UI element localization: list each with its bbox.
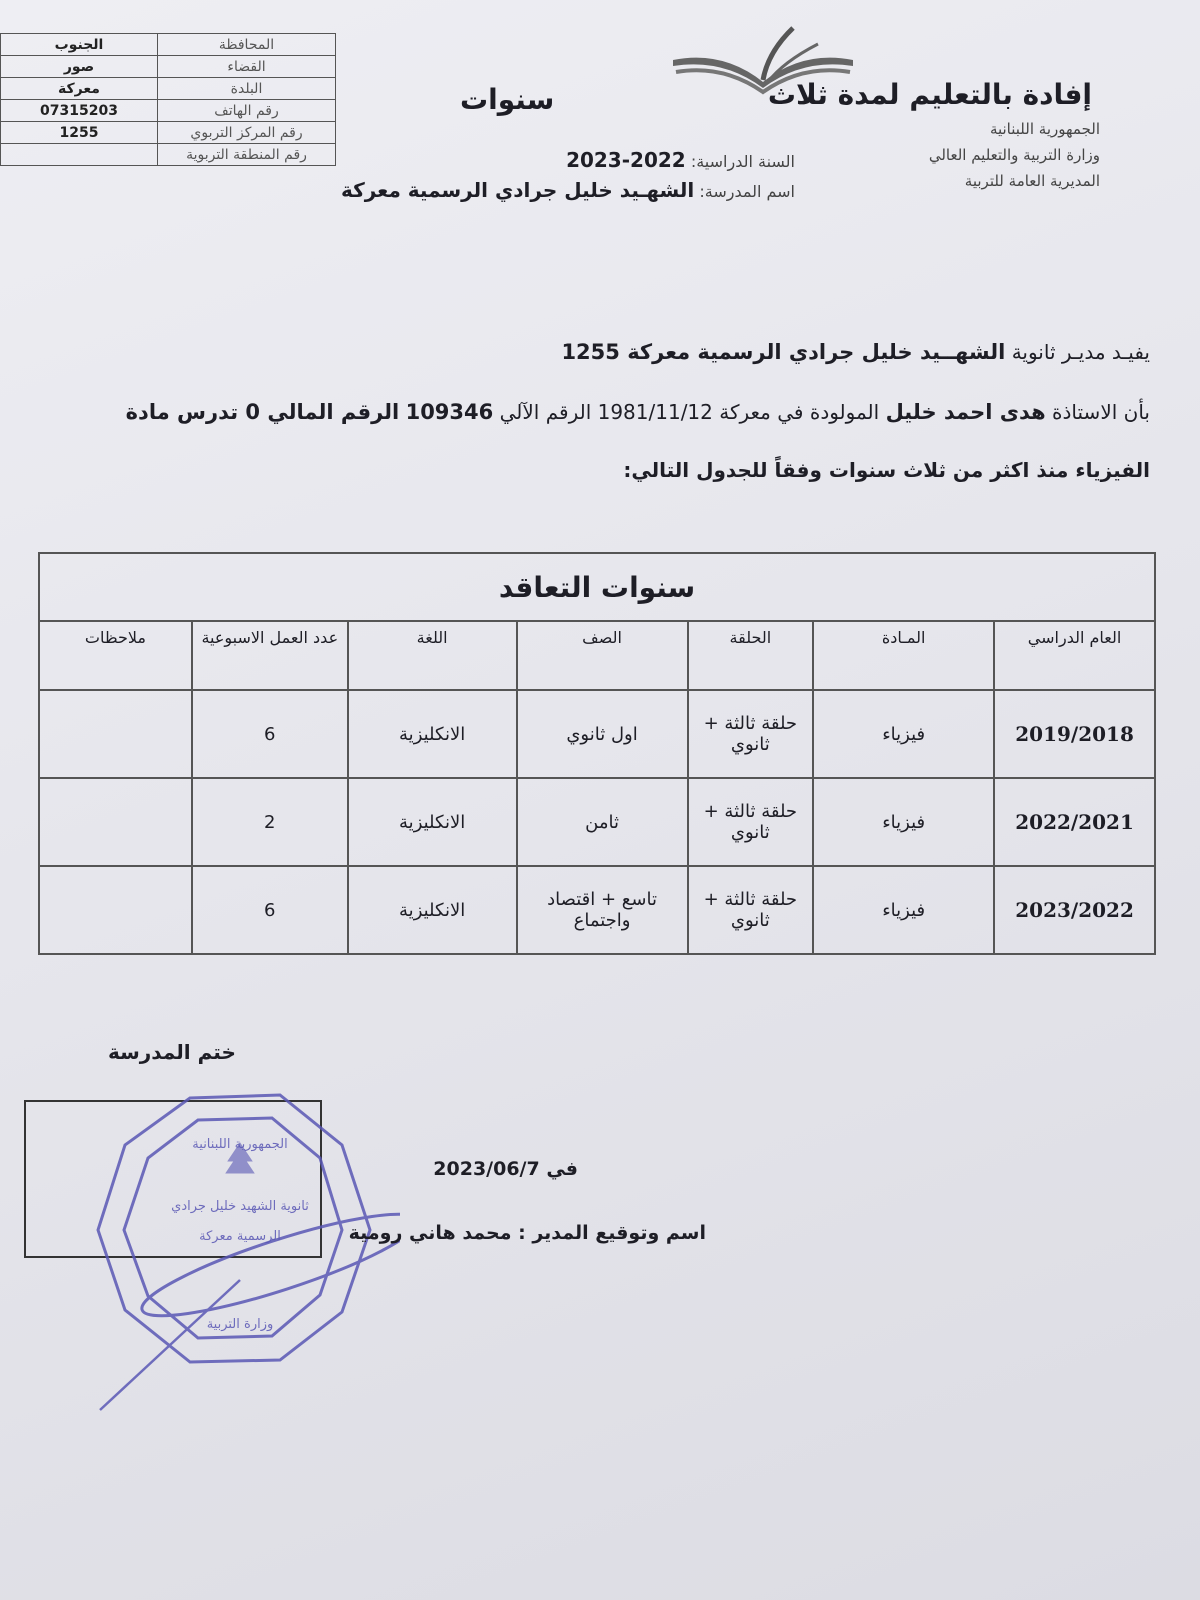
info-value: معركة	[1, 78, 158, 100]
table-caption-row	[39, 553, 1155, 621]
auto-number-label: الرقم الآلي	[499, 400, 592, 424]
document-title-continued: سنوات	[460, 83, 555, 116]
table-row	[39, 778, 1155, 866]
school-name-bold: الشهــيد خليل جرادي الرسمية معركة 1255	[561, 340, 1006, 364]
teacher-intro-text: بأن الاستاذة	[1052, 400, 1150, 424]
school-name-value: الشهـيد خليل جرادي الرسمية معركة	[340, 178, 695, 202]
cell-language: الانكليزية	[348, 690, 517, 778]
info-value: الجنوب	[1, 34, 158, 56]
table-row	[39, 690, 1155, 778]
school-info-table	[0, 33, 336, 166]
header-class: الصف	[517, 621, 688, 690]
birthplace-text: المولودة في معركة	[719, 400, 880, 424]
birth-date: 1981/11/12	[597, 400, 713, 424]
stamp-text: الرسمية معركة	[199, 1229, 281, 1244]
issue-date: في 2023/06/7	[433, 1158, 578, 1180]
header-year: العام الدراسي	[994, 621, 1155, 690]
table-row	[39, 866, 1155, 954]
table-caption: سنوات التعاقد	[39, 553, 1155, 621]
header-weekly-hours: عدد العمل الاسبوعية	[192, 621, 348, 690]
cell-subject: فيزياء	[813, 866, 994, 954]
ministry-line: المديرية العامة للتربية	[964, 172, 1100, 190]
cell-language: الانكليزية	[348, 778, 517, 866]
info-row	[1, 34, 336, 56]
table-header-row	[39, 621, 1155, 690]
cell-notes	[39, 866, 192, 954]
certificate-line-1	[561, 340, 1150, 364]
principal-signature-line: اسم وتوقيع المدير : محمد هاني رومية	[348, 1222, 706, 1244]
cell-class: تاسع + اقتصاد واجتماع	[517, 866, 688, 954]
info-label: البلدة	[158, 78, 336, 100]
teacher-name: هدى احمد خليل	[885, 400, 1046, 424]
cell-weekly-hours: 6	[192, 866, 348, 954]
financial-number-text: الرقم المالي 0 تدرس مادة	[125, 400, 400, 424]
info-value	[1, 144, 158, 166]
cell-year: 2022/2021	[994, 778, 1155, 866]
cell-cycle: حلقة ثالثة + ثانوي	[688, 690, 814, 778]
cell-notes	[39, 690, 192, 778]
info-value: 07315203	[1, 100, 158, 122]
certificate-line-3: الفيزياء منذ اكثر من ثلاث سنوات وفقاً للجدول التالي:	[623, 458, 1150, 482]
certificate-line-2	[126, 400, 1150, 424]
info-label: المحافظة	[158, 34, 336, 56]
school-year-value: 2022-2023	[566, 148, 686, 172]
info-value: صور	[1, 56, 158, 78]
info-label: رقم المنطقة التربوية	[158, 144, 336, 166]
contract-years-table	[38, 552, 1156, 955]
ministry-line: الجمهورية اللبنانية	[989, 120, 1100, 138]
cell-class: اول ثانوي	[517, 690, 688, 778]
stamp-text: الجمهورية اللبنانية	[192, 1137, 288, 1152]
info-label: رقم المركز التربوي	[158, 122, 336, 144]
info-value: 1255	[1, 122, 158, 144]
cell-weekly-hours: 6	[192, 690, 348, 778]
school-year-line	[566, 148, 795, 172]
certifier-text: يفيـد مديـر ثانوية	[1011, 340, 1150, 364]
school-stamp-label: ختم المدرسة	[108, 1040, 236, 1064]
auto-number: 109346	[405, 400, 494, 424]
header-cycle: الحلقة	[688, 621, 814, 690]
info-label: القضاء	[158, 56, 336, 78]
school-stamp-icon	[80, 1090, 400, 1420]
ministry-line: وزارة التربية والتعليم العالي	[928, 146, 1100, 164]
cell-cycle: حلقة ثالثة + ثانوي	[688, 778, 814, 866]
cell-class: ثامن	[517, 778, 688, 866]
cell-notes	[39, 778, 192, 866]
school-name-label: اسم المدرسة:	[699, 182, 795, 201]
cell-subject: فيزياء	[813, 778, 994, 866]
info-label: رقم الهاتف	[158, 100, 336, 122]
info-row	[1, 122, 336, 144]
cell-language: الانكليزية	[348, 866, 517, 954]
cell-cycle: حلقة ثالثة + ثانوي	[688, 866, 814, 954]
cell-year: 2023/2022	[994, 866, 1155, 954]
info-row	[1, 100, 336, 122]
header-subject: المـادة	[813, 621, 994, 690]
ministry-block	[929, 116, 1100, 194]
stamp-text: ثانوية الشهيد خليل جرادي	[171, 1199, 309, 1214]
cell-year: 2019/2018	[994, 690, 1155, 778]
document-title: إفادة بالتعليم لمدة ثلاث	[767, 78, 1092, 111]
stamp-text: وزارة التربية	[206, 1317, 274, 1332]
cell-subject: فيزياء	[813, 690, 994, 778]
cell-weekly-hours: 2	[192, 778, 348, 866]
school-name-line	[341, 178, 795, 202]
school-year-label: السنة الدراسية:	[690, 152, 795, 171]
info-row	[1, 78, 336, 100]
header-notes: ملاحظات	[39, 621, 192, 690]
header-language: اللغة	[348, 621, 517, 690]
info-row	[1, 56, 336, 78]
info-row	[1, 144, 336, 166]
